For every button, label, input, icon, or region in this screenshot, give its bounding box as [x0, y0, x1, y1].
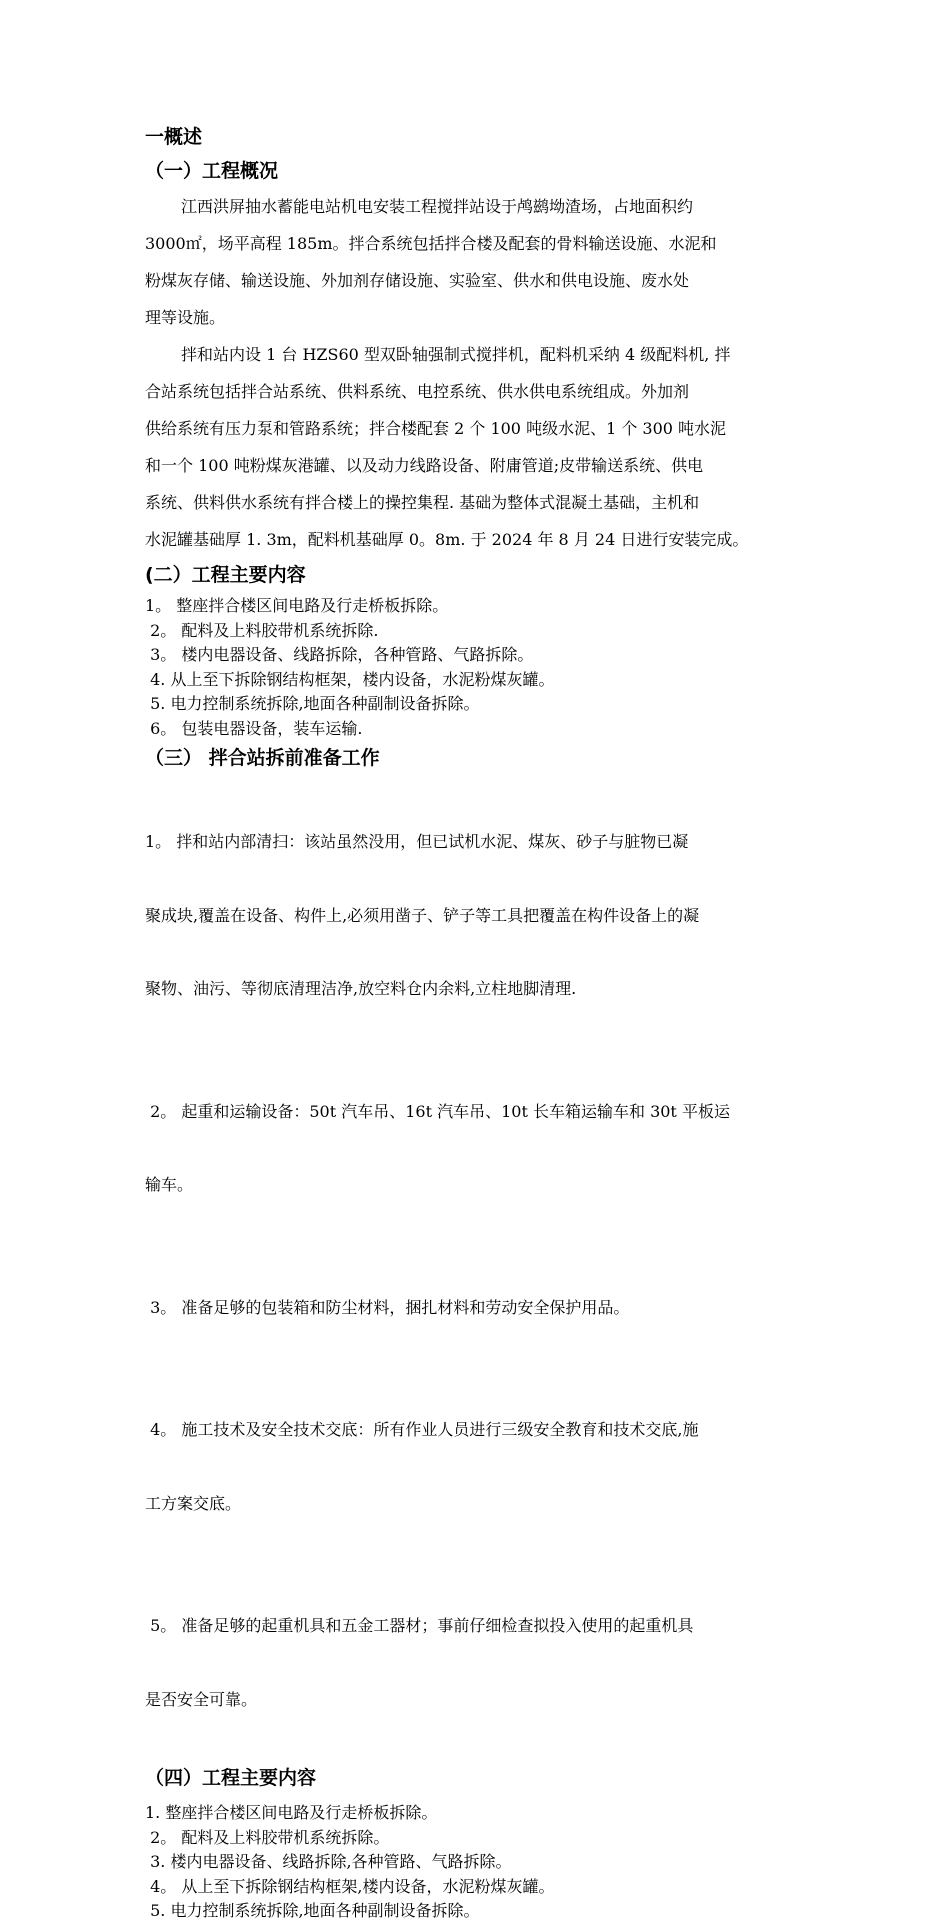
list-item-line: 工方案交底。 [145, 1493, 242, 1513]
paragraph-line: 江西洪屏抽水蓄能电站机电安装工程搅拌站设于鸬鹚坳渣场，占地面积约 [181, 197, 694, 216]
list-item-line: 2。 起重和运输设备：50t 汽车吊、16t 汽车吊、10t 长车箱运输车和 30t 平板运 [145, 1101, 730, 1121]
section-title-overview: 一概述 [145, 126, 203, 148]
paragraph-line: 和一个 100 吨粉煤灰港罐、以及动力线路设备、附庸管道;皮带输送系统、供电 [145, 456, 704, 475]
list-item [145, 781, 810, 1051]
paragraph-line: 合站系统包括拌合站系统、供料系统、电控系统、供水供电系统组成。外加剂 [145, 382, 690, 401]
preparation-list [145, 781, 810, 1761]
list-item [145, 1369, 810, 1565]
list-item-line: 聚成块,覆盖在设备、构件上,必须用凿子、铲子等工具把覆盖在构件设备上的凝 [145, 905, 700, 925]
list-item: 5. 电力控制系统拆除,地面各种副制设备拆除。 [145, 694, 480, 713]
list-item-line: 是否安全可靠。 [145, 1689, 258, 1709]
list-item: 1。 整座拌合楼区间电路及行走桥板拆除。 [145, 596, 449, 615]
paragraph-site-description [145, 188, 810, 336]
list-item [145, 1051, 810, 1247]
list-item: 3. 楼内电器设备、线路拆除,各种管路、气路拆除。 [145, 1852, 512, 1871]
paragraph-equipment-description [145, 336, 810, 558]
main-content-list [145, 594, 810, 741]
list-item: 2。 配料及上料胶带机系统拆除。 [145, 1827, 390, 1847]
list-item-line: 5。 准备足够的起重机具和五金工器材；事前仔细检查拟投入使用的起重机具 [145, 1616, 694, 1635]
list-item: 1. 整座拌合楼区间电路及行走桥板拆除。 [145, 1803, 438, 1822]
list-item: 3。 楼内电器设备、线路拆除，各种管路、气路拆除。 [145, 645, 534, 664]
paragraph-line: 3000㎡，场平高程 185m。拌合系统包括拌合楼及配套的骨料输送设施、水泥和 [145, 234, 717, 253]
document-body [145, 120, 810, 1924]
subsection-heading-main-content: (二）工程主要内容 [145, 564, 306, 586]
list-item-line: 聚物、油污、等彻底清理洁净,放空料仓内余料,立柱地脚清理. [145, 979, 577, 998]
list-item: 5. 电力控制系统拆除,地面各种副制设备拆除。 [145, 1901, 480, 1920]
list-item: 4. 从上至下拆除钢结构框架，楼内设备，水泥粉煤灰罐。 [145, 669, 555, 689]
list-item: 6。 包装电器设备，装车运输. [145, 718, 363, 738]
subsection-heading-project-overview: （一）工程概况 [145, 160, 279, 182]
list-item-line: 4。 施工技术及安全技术交底：所有作业人员进行三级安全教育和技术交底,施 [145, 1420, 699, 1439]
list-item [145, 1247, 810, 1370]
paragraph-line: 理等设施。 [145, 308, 226, 327]
list-item-line: 3。 准备足够的包装箱和防尘材料，捆扎材料和劳动安全保护用品。 [145, 1297, 630, 1317]
subsection-heading-preparation: （三） 拌合站拆前准备工作 [145, 747, 380, 769]
list-item: 2。 配料及上料胶带机系统拆除. [145, 620, 379, 640]
main-content-list-2 [145, 1801, 810, 1924]
list-item: 4。 从上至下拆除钢结构框架,楼内设备，水泥粉煤灰罐。 [145, 1876, 555, 1896]
paragraph-line: 拌和站内设 1 台 HZS60 型双卧轴强制式搅拌机，配料机采纳 4 级配料机, 拌 [181, 345, 731, 364]
paragraph-line: 水泥罐基础厚 1. 3m，配料机基础厚 0。8m. 于 2024 年 8 月 24 日进行安装完成。 [145, 530, 749, 549]
list-item-line: 1。 拌和站内部清扫：该站虽然没用，但已试机水泥、煤灰、砂子与脏物已凝 [145, 832, 689, 851]
list-item [145, 1565, 810, 1761]
paragraph-line: 供给系统有压力泵和管路系统；拌合楼配套 2 个 100 吨级水泥、1 个 300 吨水泥 [145, 419, 727, 438]
paragraph-line: 系统、供料供水系统有拌合楼上的操控集程. 基础为整体式混凝土基础，主机和 [145, 493, 700, 512]
paragraph-line: 粉煤灰存储、输送设施、外加剂存储设施、实验室、供水和供电设施、废水处 [145, 271, 690, 290]
list-item-line: 输车。 [145, 1175, 194, 1194]
subsection-heading-main-content-2: （四）工程主要内容 [145, 1767, 317, 1789]
